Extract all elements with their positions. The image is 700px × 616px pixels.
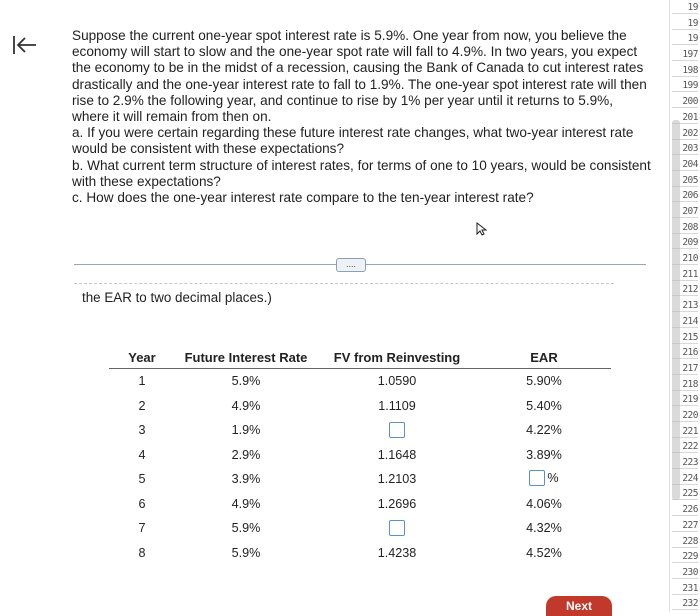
table-header-row	[109, 346, 611, 369]
cell-ear: 4.52%	[526, 545, 562, 560]
line-number: 226	[672, 504, 698, 516]
line-number: 222	[672, 441, 698, 453]
cell-ear: 5.90%	[526, 374, 562, 389]
line-number: 215	[672, 332, 698, 344]
line-number: 224	[672, 473, 698, 485]
line-number: 227	[672, 520, 698, 532]
next-button[interactable]: Next	[546, 596, 612, 616]
line-number: 19	[672, 33, 698, 45]
line-number: 225	[672, 488, 698, 500]
ear-input-group	[529, 470, 558, 486]
cell-fv: 1.4238	[377, 545, 417, 560]
line-number: 217	[672, 363, 698, 375]
percent-suffix: %	[547, 470, 559, 485]
cell-year: 4	[138, 447, 146, 462]
cell-rate: 5.9%	[231, 545, 261, 560]
line-number: 205	[672, 175, 698, 187]
line-number: 207	[672, 206, 698, 218]
cell-fv: 1.0590	[377, 374, 417, 389]
cell-rate: 4.9%	[231, 398, 261, 413]
cell-ear: 4.22%	[526, 423, 562, 438]
cell-rate: 5.9%	[231, 374, 261, 389]
table-row	[109, 467, 611, 492]
line-number: 218	[672, 379, 698, 391]
cell-fv: 1.1109	[378, 398, 416, 413]
back-arrow-icon[interactable]	[10, 32, 40, 62]
question-part-c: c. How does the one-year interest rate compare to the ten-year interest rate?	[72, 190, 534, 206]
line-number: 204	[672, 159, 698, 171]
line-number: 199	[672, 80, 698, 92]
scrollbar-thumb[interactable]	[672, 120, 680, 500]
ear-input-year-5[interactable]	[529, 470, 545, 486]
line-number: 228	[672, 536, 698, 548]
fv-input-year-3[interactable]	[389, 422, 405, 438]
line-number: 214	[672, 316, 698, 328]
line-number: 197	[672, 49, 698, 61]
line-number: 203	[672, 143, 698, 155]
table-row	[109, 369, 611, 394]
cell-fv: 1.1648	[377, 447, 417, 462]
table-row	[109, 443, 611, 468]
cell-year: 2	[138, 398, 146, 413]
cell-rate: 1.9%	[231, 423, 261, 438]
line-number: 216	[672, 347, 698, 359]
header-year: Year	[109, 346, 175, 369]
question-text	[72, 28, 652, 206]
cell-fv: 1.2696	[377, 496, 417, 511]
cell-year: 8	[138, 545, 146, 560]
line-number: 223	[672, 457, 698, 469]
line-number: 231	[672, 583, 698, 595]
header-fv: FV from Reinvesting	[317, 346, 477, 369]
table-row	[109, 516, 611, 541]
line-number: 19	[672, 2, 698, 14]
cell-year: 6	[138, 496, 146, 511]
cell-ear: 4.32%	[526, 521, 562, 536]
line-number: 213	[672, 300, 698, 312]
line-number: 209	[672, 237, 698, 249]
line-number: 212	[672, 284, 698, 296]
line-number: 219	[672, 394, 698, 406]
line-number: 210	[672, 253, 698, 265]
line-number: 220	[672, 410, 698, 422]
table-row	[109, 418, 611, 443]
cell-rate: 5.9%	[231, 521, 261, 536]
line-number: 206	[672, 190, 698, 202]
line-number: 200	[672, 96, 698, 108]
truncated-text-edge	[74, 283, 614, 284]
line-number: 198	[672, 65, 698, 77]
line-number: 211	[672, 269, 698, 281]
header-ear: EAR	[477, 346, 611, 369]
line-number: 230	[672, 567, 698, 579]
question-intro: Suppose the current one-year spot interest rate is 5.9%. One year from now, you believe the economy will start to slow and the one-year spot rate will fall to 4.9%. In two years, you expect the economy to be in the midst of a recession, causing the Bank of Canada to cut interest rates drastically and the one-year interest rate to fall to 1.9%. The one-year spot interest rate will then rise to 2.9% the following year, and continue to rise by 1% per year until it returns to 5.9%, where it will remain from then on.	[72, 28, 647, 125]
cell-ear: 4.06%	[526, 496, 562, 511]
cell-rate: 2.9%	[231, 447, 261, 462]
cell-fv-input-cell	[317, 418, 477, 443]
line-number: 232	[672, 598, 698, 610]
mouse-pointer-icon	[476, 222, 488, 239]
cell-rate: 4.9%	[231, 496, 261, 511]
line-number: 208	[672, 222, 698, 234]
cell-ear-input-cell	[477, 467, 611, 492]
line-number: 221	[672, 426, 698, 438]
cell-fv: 1.2103	[377, 472, 417, 487]
header-future-rate: Future Interest Rate	[175, 346, 317, 369]
line-number: 19	[672, 18, 698, 30]
cell-ear: 5.40%	[526, 398, 562, 413]
cell-year: 3	[138, 423, 146, 438]
instruction-text: the EAR to two decimal places.)	[82, 290, 272, 305]
table-row	[109, 394, 611, 419]
cell-fv-input-cell	[317, 516, 477, 541]
cell-rate: 3.9%	[231, 472, 261, 487]
line-number: 229	[672, 551, 698, 563]
cell-year: 5	[138, 472, 146, 487]
question-part-b: b. What current term structure of interest rates, for terms of one to 10 years, would be consistent with these expectations?	[72, 157, 651, 189]
line-number: 201	[672, 112, 698, 124]
cell-ear: 3.89%	[526, 447, 562, 462]
expand-button[interactable]: ....	[336, 258, 366, 272]
line-number: 202	[672, 128, 698, 140]
question-part-a: a. If you were certain regarding these future interest rate changes, what two-year interest rate would be consistent with these expectations?	[72, 125, 634, 157]
table-row	[109, 492, 611, 517]
cell-year: 1	[138, 374, 146, 389]
fv-input-year-7[interactable]	[389, 520, 405, 536]
interest-rate-table	[109, 346, 611, 565]
cell-year: 7	[138, 521, 146, 536]
table-row	[109, 541, 611, 566]
